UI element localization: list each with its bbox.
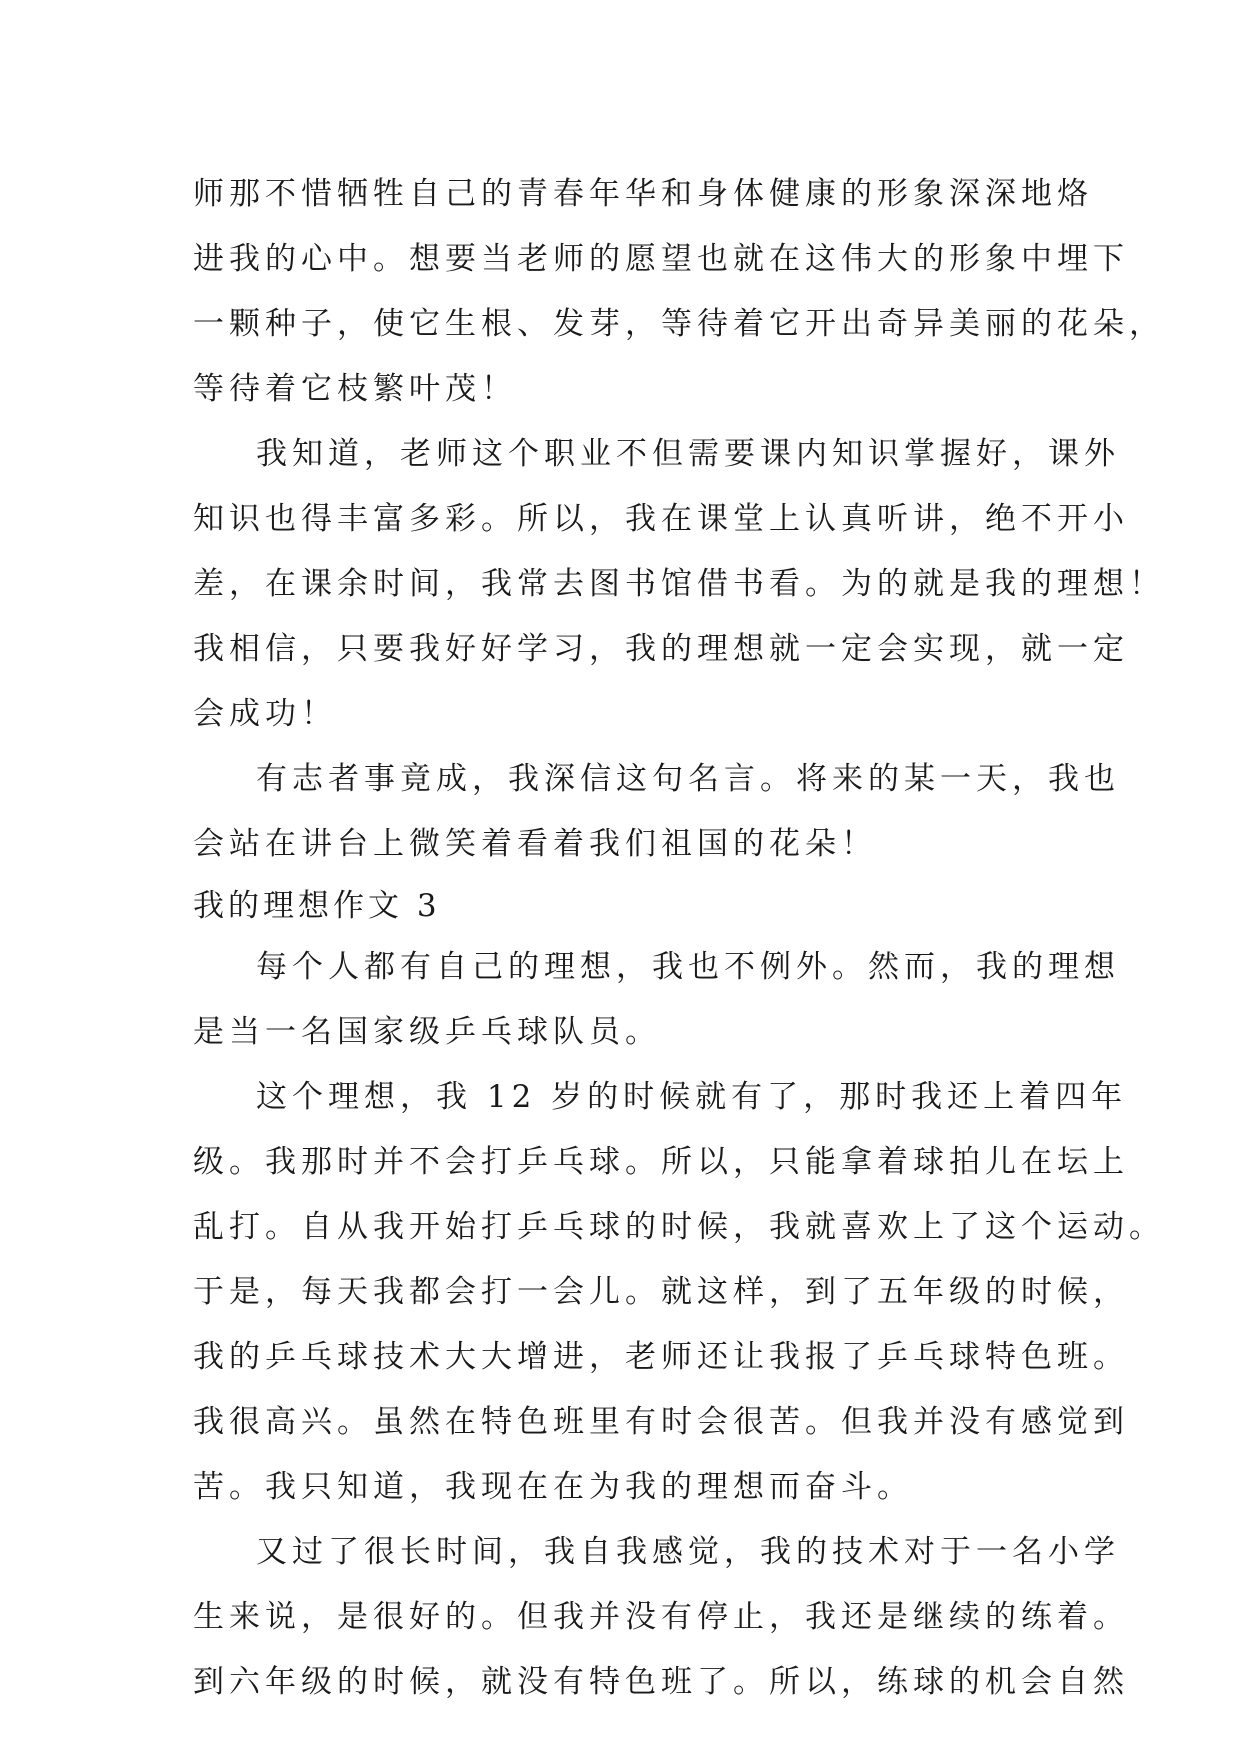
text-line: 等待着它枝繁叶茂！ [193,371,517,407]
section-heading: 我的理想作文 3 [193,888,441,924]
text-line: 师那不惜牺牲自己的青春年华和身体健康的形象深深地烙 [193,176,1093,212]
text-line: 一颗种子，使它生根、发芽，等待着它开出奇异美丽的花朵， [193,306,1165,342]
paragraph-first-line: 有志者事竟成，我深信这句名言。将来的某一天，我也 [256,761,1120,797]
text-line: 我的乒乓球技术大大增进，老师还让我报了乒乓球特色班。 [193,1339,1129,1375]
text-line: 级。我那时并不会打乒乓球。所以，只能拿着球拍儿在坛上 [193,1144,1129,1180]
text-line: 我很高兴。虽然在特色班里有时会很苦。但我并没有感觉到 [193,1404,1129,1440]
text-line: 会站在讲台上微笑着看着我们祖国的花朵！ [193,826,877,862]
paragraph-first-line: 每个人都有自己的理想，我也不例外。然而，我的理想 [256,949,1120,985]
text-line: 进我的心中。想要当老师的愿望也就在这伟大的形象中埋下 [193,241,1129,277]
text-line: 生来说，是很好的。但我并没有停止，我还是继续的练着。 [193,1599,1129,1635]
text-line: 我相信，只要我好好学习，我的理想就一定会实现，就一定 [193,631,1129,667]
document-body [193,162,1165,1715]
text-line: 于是，每天我都会打一会儿。就这样，到了五年级的时候， [193,1274,1129,1310]
text-line: 苦。我只知道，我现在在为我的理想而奋斗。 [193,1469,913,1505]
text-line: 差，在课余时间，我常去图书馆借书看。为的就是我的理想！ [193,566,1165,602]
paragraph-first-line: 这个理想，我 12 岁的时候就有了，那时我还上着四年 [256,1079,1128,1115]
text-line: 到六年级的时候，就没有特色班了。所以，练球的机会自然 [193,1664,1129,1700]
paragraph-first-line: 又过了很长时间，我自我感觉，我的技术对于一名小学 [256,1534,1120,1570]
paragraph-first-line: 我知道，老师这个职业不但需要课内知识掌握好，课外 [256,436,1120,472]
text-line: 知识也得丰富多彩。所以，我在课堂上认真听讲，绝不开小 [193,501,1129,537]
text-line: 会成功！ [193,696,337,732]
text-line: 是当一名国家级乒乓球队员。 [193,1014,661,1050]
text-line: 乱打。自从我开始打乒乓球的时候，我就喜欢上了这个运动。 [193,1209,1165,1245]
